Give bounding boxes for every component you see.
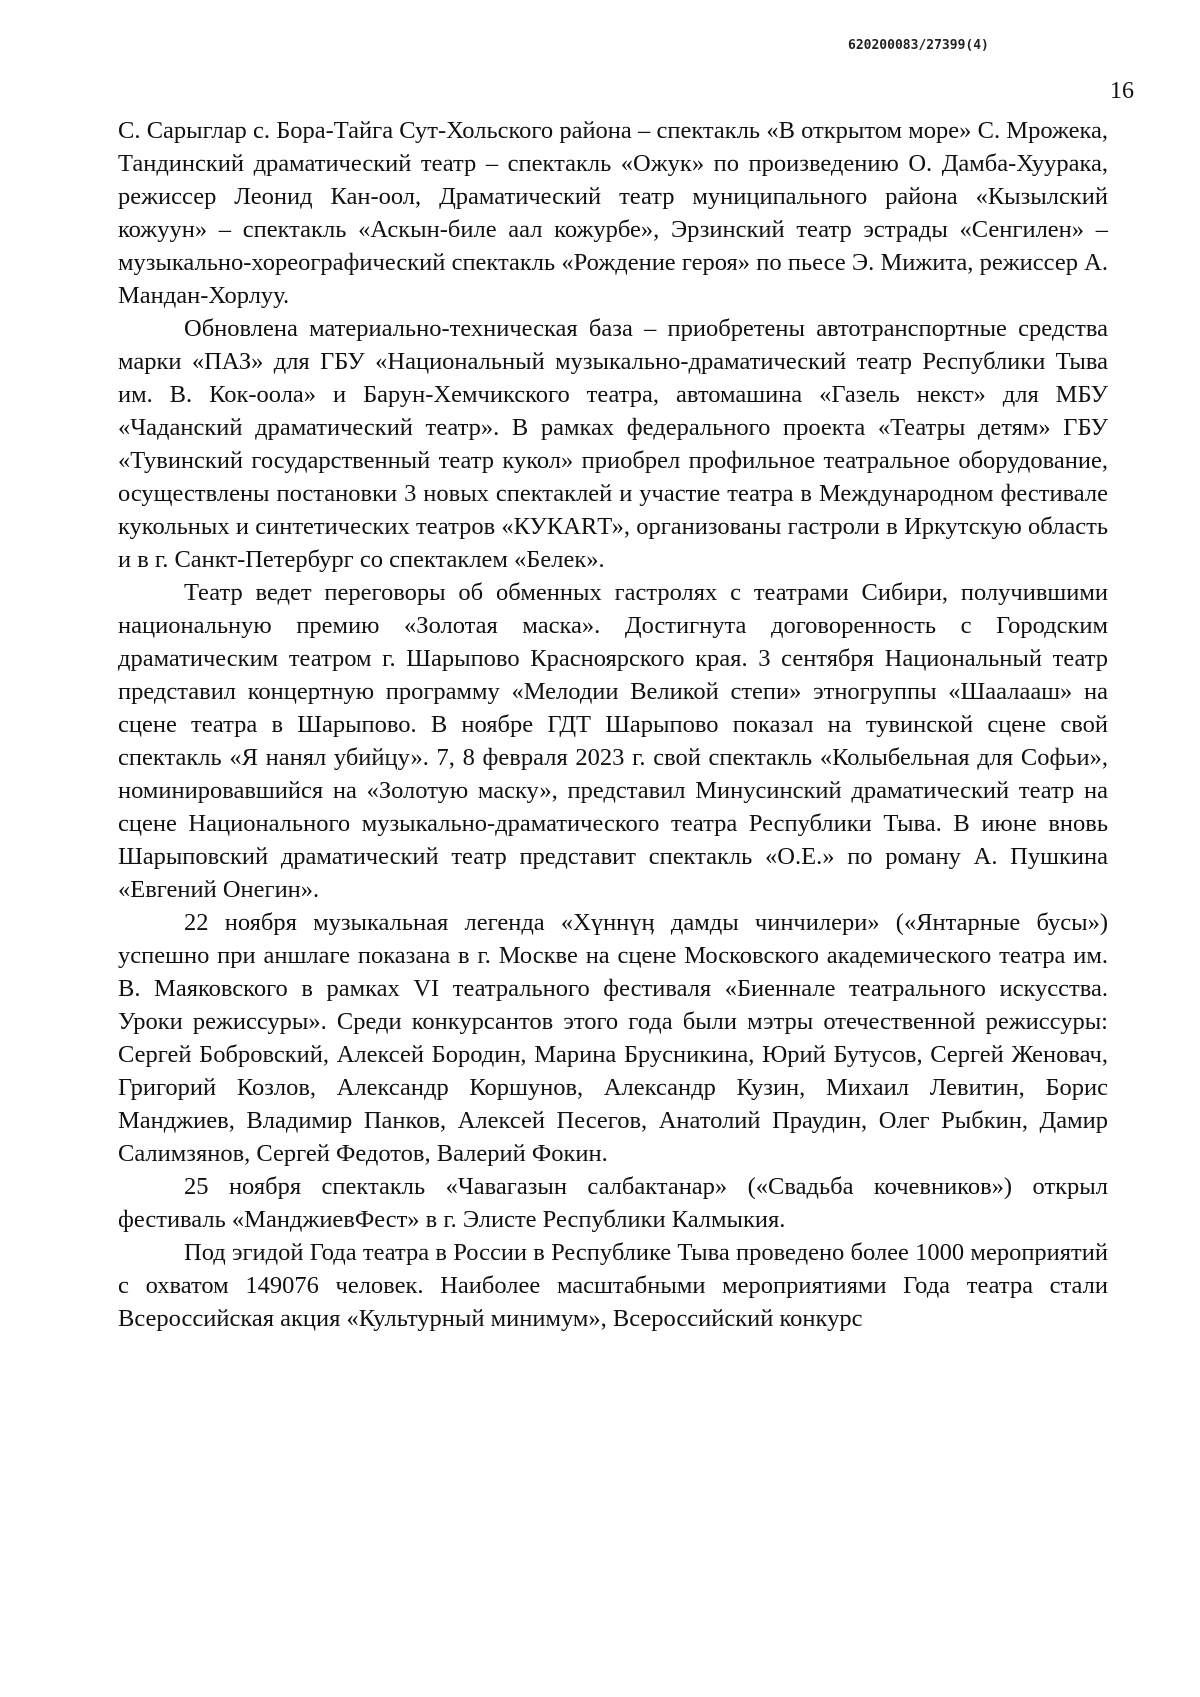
document-id: 620200083/27399(4) [848,38,989,53]
paragraph: С. Сарыглар с. Бора-Тайга Сут-Хольского района – спектакль «В открытом море» С. Мрожека, Тандинский драматический театр – спектакль «Ожук» по произведению О. Дамба-Хуурака, режиссер Леонид Кан-оол, Драматический театр муниципального района «Кызылский кожуун» – спектакль «Аскын-биле аал кожурбе», Эрзинский театр эстрады «Сенгилен» – музыкально-хореографический спектакль «Рождение героя» по пьесе Э. Мижита, режиссер А. Мандан-Хорлуу. [118,117,1108,309]
paragraph: Под эгидой Года театра в России в Республике Тыва проведено более 1000 мероприятий с охватом 149076 человек. Наиболее масштабными мероприятиями Года театра стали Всероссийская акция «Культурный минимум», Всероссийский конкурс [118,1239,1108,1332]
paragraph: 22 ноября музыкальная легенда «Хүннүӊ дамды чинчилери» («Янтарные бусы») успешно при аншлаге показана в г. Москве на сцене Московского академического театра им. В. Маяковского в рамках VI театрального фестиваля «Биеннале театрального искусства. Уроки режиссуры». Среди конкурсантов этого года были мэтры отечественной режиссуры: Сергей Бобровский, Алексей Бородин, Марина Брусникина, Юрий Бутусов, Сергей Женовач, Григорий Козлов, Александр Коршунов, Александр Кузин, Михаил Левитин, Борис Манджиев, Владимир Панков, Алексей Песегов, Анатолий Праудин, Олег Рыбкин, Дамир Салимзянов, Сергей Федотов, Валерий Фокин. [118,909,1108,1167]
paragraph: 25 ноября спектакль «Чавагазын салбактанар» («Свадьба кочевников») открыл фестиваль «МанджиевФест» в г. Элисте Республики Калмыкия. [118,1173,1108,1233]
paragraph: Театр ведет переговоры об обменных гастролях с театрами Сибири, получившими национальную премию «Золотая маска». Достигнута договоренность с Городским драматическим театром г. Шарыпово Красноярского края. 3 сентября Национальный театр представил концертную программу «Мелодии Великой степи» этногруппы «Шаалааш» на сцене театра в Шарыпово. В ноябре ГДТ Шарыпово показал на тувинской сцене свой спектакль «Я нанял убийцу». 7, 8 февраля 2023 г. свой спектакль «Колыбельная для Софьи», номинировавшийся на «Золотую маску», представил Минусинский драматический театр на сцене Национального музыкально-драматического театра Республики Тыва. В июне вновь Шарыповский драматический театр представит спектакль «О.Е.» по роману А. Пушкина «Евгений Онегин». [118,579,1108,903]
document-body [118,114,1108,1335]
paragraph: Обновлена материально-техническая база – приобретены автотранспортные средства марки «ПАЗ» для ГБУ «Национальный музыкально-драматический театр Республики Тыва им. В. Кок-оола» и Барун-Хемчикского театра, автомашина «Газель некст» для МБУ «Чаданский драматический театр». В рамках федерального проекта «Театры детям» ГБУ «Тувинский государственный театр кукол» приобрел профильное театральное оборудование, осуществлены постановки 3 новых спектаклей и участие театра в Международном фестивале кукольных и синтетических театров «КУКАRТ», организованы гастроли в Иркутскую область и в г. Санкт-Петербург со спектаклем «Белек». [118,315,1108,573]
page-number: 16 [1110,78,1134,104]
